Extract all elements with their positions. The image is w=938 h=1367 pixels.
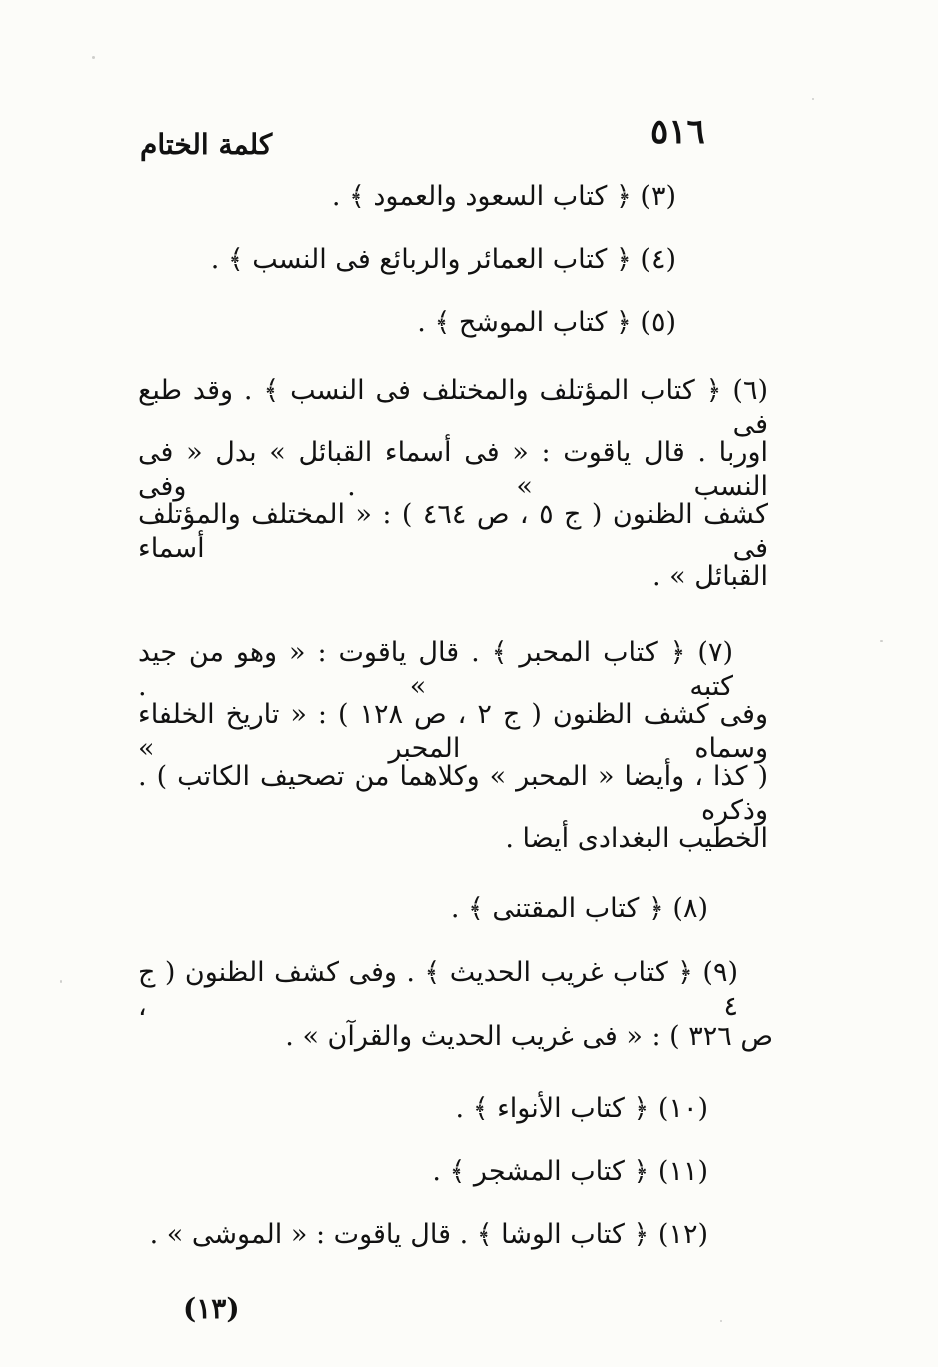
paper-speck <box>92 56 95 59</box>
entry-5: (٥) ﴿ كتاب الموشح ﴾ . <box>417 307 676 338</box>
running-title: كلمة الختام <box>140 128 273 161</box>
entry-7-line-2: وفى كشف الظنون ( ج ٢ ، ص ١٢٨ ) : « تاريخ الخلفاء وسماه المحبر » <box>138 699 769 764</box>
entry-6-line-1: (٦) ﴿ كتاب المؤتلف والمختلف فى النسب ﴾ . وقد طبع فى <box>138 375 769 440</box>
entry-7-line-3: ( كذا ، وأيضا « المحبر » وكلاهما من تصحيف الكاتب ) . وذكره <box>138 761 768 826</box>
entry-7-line-1: (٧) ﴿ كتاب المحبر ﴾ . قال ياقوت : « وهو من جيد كتبه » . <box>138 637 733 702</box>
entry-7-line-4: الخطيب البغدادى أيضا . <box>505 823 768 854</box>
entry-6-line-2: اوربا . قال ياقوت : « فى أسماء القبائل » بدل « فى النسب » . وفى <box>138 437 768 502</box>
entry-6-line-3: كشف الظنون ( ج ٥ ، ص ٤٦٤ ) : « المختلف والمؤتلف فى أسماء <box>138 499 769 564</box>
entry-10: (١٠) ﴿ كتاب الأنواء ﴾ . <box>455 1093 708 1124</box>
paper-speck <box>880 640 883 642</box>
entry-11: (١١) ﴿ كتاب المشجر ﴾ . <box>432 1156 708 1187</box>
paper-speck <box>720 1320 722 1322</box>
paper-speck <box>60 980 62 983</box>
entry-6-line-4: القبائل » . <box>652 561 768 592</box>
paper-speck <box>812 98 814 100</box>
signature-mark: (١٣) <box>183 1292 240 1325</box>
entry-9-line-1: (٩) ﴿ كتاب غريب الحديث ﴾ . وفى كشف الظنون ( ج ٤ ، <box>138 957 738 1022</box>
entry-12: (١٢) ﴿ كتاب الوشا ﴾ . قال ياقوت : « الموشى » . <box>149 1219 708 1250</box>
entry-9-line-2: ص ٣٢٦ ) : « فى غريب الحديث والقرآن » . <box>285 1021 773 1052</box>
entry-3: (٣) ﴿ كتاب السعود والعمود ﴾ . <box>331 181 676 212</box>
entry-4: (٤) ﴿ كتاب العمائر والربائع فى النسب ﴾ . <box>210 244 676 275</box>
entry-8: (٨) ﴿ كتاب المقتنى ﴾ . <box>450 893 708 924</box>
page-number: ٥١٦ <box>650 112 705 152</box>
